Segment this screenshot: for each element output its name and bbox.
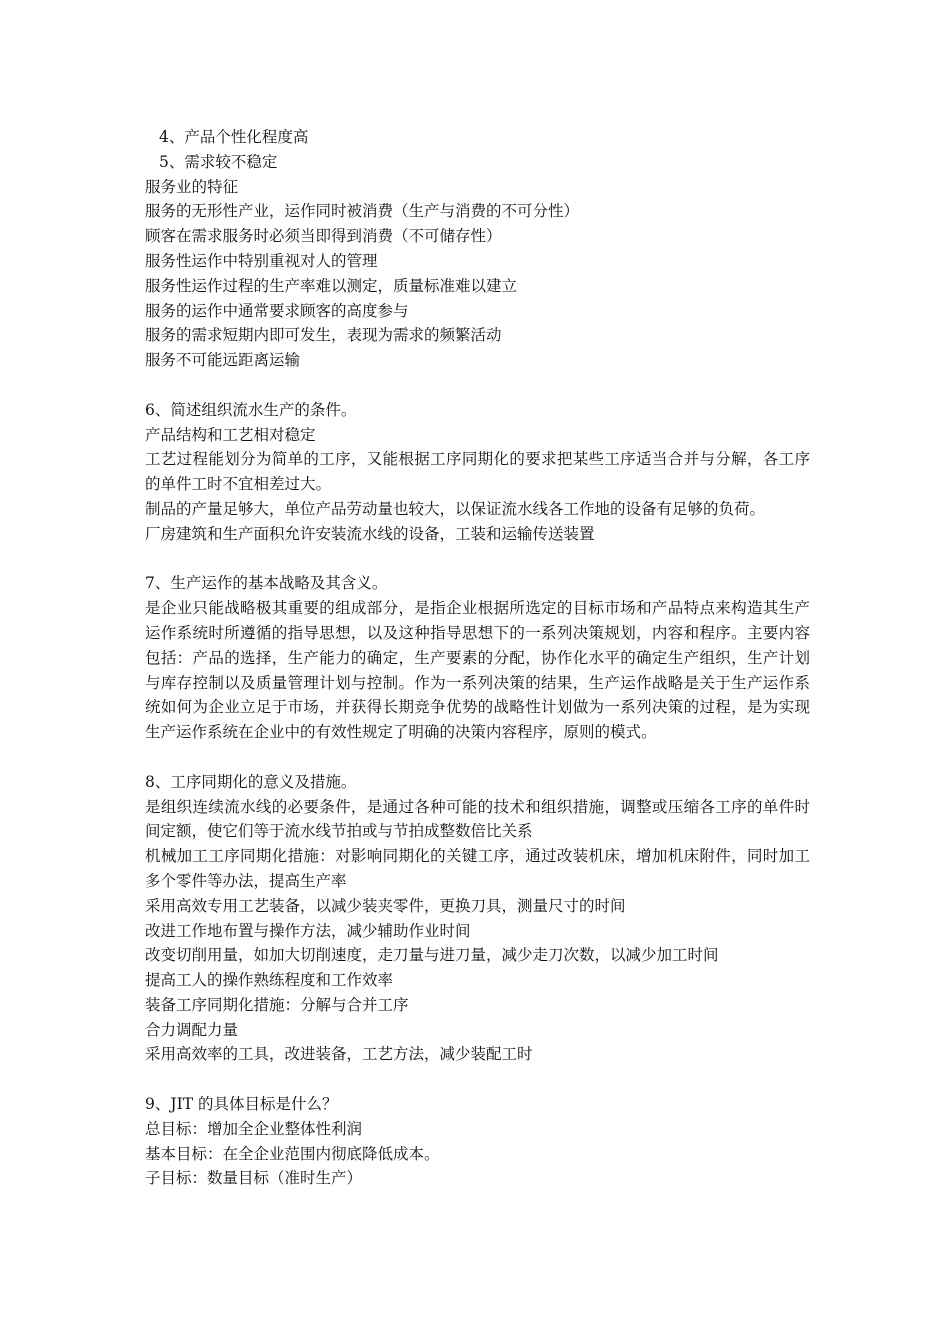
q6-heading: 6、简述组织流水生产的条件。 — [145, 400, 357, 419]
q8-line: 合力调配力量 — [145, 1020, 239, 1039]
list-item-5: 5、需求较不稳定 — [159, 152, 278, 171]
q9-line: 基本目标：在全企业范围内彻底降低成本。 — [145, 1144, 440, 1163]
q8-line: 采用高效率的工具，改进装备，工艺方法，减少装配工时 — [145, 1045, 533, 1064]
service-heading: 服务业的特征 — [145, 177, 239, 196]
service-line: 服务的运作中通常要求顾客的高度参与 — [145, 301, 409, 320]
blank-line — [145, 1067, 810, 1092]
blank-line — [145, 745, 810, 770]
service-line: 服务性运作过程的生产率难以测定，质量标准难以建立 — [145, 276, 518, 295]
service-line: 服务性运作中特别重视对人的管理 — [145, 251, 378, 270]
q6-paragraph: 产品结构和工艺相对稳定 — [145, 425, 316, 444]
service-line: 服务的需求短期内即可发生，表现为需求的频繁活动 — [145, 326, 502, 345]
q6-paragraph: 厂房建筑和生产面积允许安装流水线的设备，工装和运输传送装置 — [145, 524, 595, 543]
service-line: 服务的无形性产业，运作同时被消费（生产与消费的不可分性） — [145, 202, 580, 221]
q9-line: 总目标：增加全企业整体性利润 — [145, 1119, 363, 1138]
q6-paragraph: 制品的产量足够大，单位产品劳动量也较大，以保证流水线各工作地的设备有足够的负荷。 — [145, 499, 766, 518]
q8-line: 提高工人的操作熟练程度和工作效率 — [145, 971, 394, 990]
q8-line: 装备工序同期化措施：分解与合并工序 — [145, 995, 409, 1014]
q7-heading: 7、生产运作的基本战略及其含义。 — [145, 574, 388, 593]
blank-line — [145, 547, 810, 572]
q8-line: 采用高效专用工艺装备，以减少装夹零件，更换刀具，测量尺寸的时间 — [145, 896, 626, 915]
blank-line — [145, 373, 810, 398]
q9-line: 子目标：数量目标（准时生产） — [145, 1169, 363, 1188]
q7-paragraph: 是企业只能战略极其重要的组成部分，是指企业根据所选定的目标市场和产品特点来构造其生产运作系统时所遵循的指导思想，以及这种指导思想下的一系列决策规划，内容和程序。主要内容包括：产品的选择，生产能力的确定，生产要素的分配，协作化水平的确定生产组织，生产计划与库存控制以及质量管理计划与控制。作为一系列决策的结果，生产运作战略是关于生产运作系统如何为企业立足于市场，并获得长期竞争优势的战略性计划做为一系列决策的过程，是为实现生产运作系统在企业中的有效性规定了明确的决策内容程序，原则的模式。 — [145, 599, 810, 742]
service-line: 服务不可能远距离运输 — [145, 351, 301, 370]
document-page — [145, 125, 810, 1191]
q8-line: 改变切削用量，如加大切削速度，走刀量与进刀量，减少走刀次数，以减少加工时间 — [145, 946, 719, 965]
q8-line: 改进工作地布置与操作方法，减少辅助作业时间 — [145, 921, 471, 940]
service-line: 顾客在需求服务时必须当即得到消费（不可储存性） — [145, 227, 502, 246]
q6-paragraph: 工艺过程能划分为简单的工序，又能根据工序同期化的要求把某些工序适当合并与分解，各工序的单件工时不宜相差过大。 — [145, 450, 810, 494]
q8-heading: 8、工序同期化的意义及措施。 — [145, 772, 357, 791]
q8-paragraph: 机械加工工序同期化措施：对影响同期化的关键工序，通过改装机床，增加机床附件，同时加工多个零件等办法，提高生产率 — [145, 847, 810, 890]
q8-paragraph: 是组织连续流水线的必要条件，是通过各种可能的技术和组织措施，调整或压缩各工序的单件时间定额，使它们等于流水线节拍或与节拍成整数倍比关系 — [145, 797, 810, 841]
list-item-4: 4、产品个性化程度高 — [159, 128, 309, 146]
q9-heading: 9、JIT 的具体目标是什么？ — [145, 1095, 338, 1114]
